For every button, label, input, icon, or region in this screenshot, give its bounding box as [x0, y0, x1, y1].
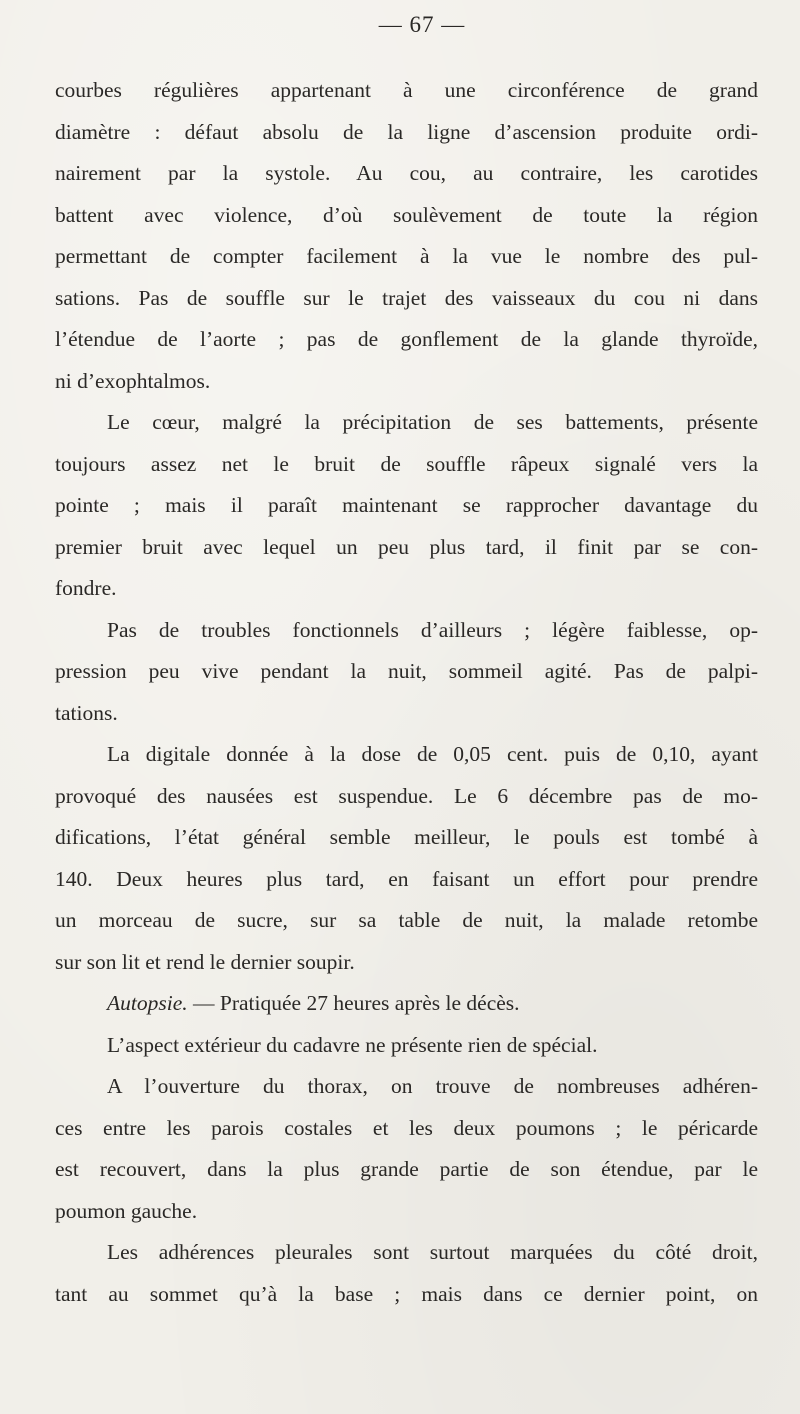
text-line: tant au sommet qu’à la base ; mais dans ce dernier point, on — [55, 1281, 758, 1306]
text-line: tations. — [55, 700, 118, 725]
text-line: sations. Pas de souffle sur le trajet des vaisseaux du cou ni dans — [55, 285, 758, 310]
text-line: ces entre les parois costales et les deux poumons ; le péricarde — [55, 1115, 758, 1140]
text-line: diamètre : défaut absolu de la ligne d’ascension produite ordi- — [55, 119, 758, 144]
text-line: premier bruit avec lequel un peu plus tard, il finit par se con- — [55, 534, 758, 559]
text-line: l’étendue de l’aorte ; pas de gonflement de la glande thyroïde, — [55, 327, 758, 351]
text-line: L’aspect extérieur du cadavre ne présente rien de spécial. — [107, 1032, 598, 1057]
text-line: est recouvert, dans la plus grande partie de son étendue, par le — [55, 1157, 758, 1181]
text-line: 140. Deux heures plus tard, en faisant un effort pour prendre — [55, 866, 758, 891]
text-line: pointe ; mais il paraît maintenant se rapprocher davantage du — [55, 493, 758, 517]
text-line: un morceau de sucre, sur sa table de nuit, la malade retombe — [55, 908, 758, 932]
text-line: fondre. — [55, 576, 117, 600]
body-text — [55, 70, 758, 1315]
text-line: provoqué des nausées est suspendue. Le 6 décembre pas de mo- — [55, 783, 758, 808]
text-line: A l’ouverture du thorax, on trouve de nombreuses adhéren- — [107, 1074, 758, 1098]
text-line: ni d’exophtalmos. — [55, 368, 211, 393]
autopsy-line — [55, 983, 758, 1025]
text-line: Les adhérences pleurales sont surtout marquées du côté droit, — [107, 1240, 758, 1264]
text-line: permettant de compter facilement à la vue le nombre des pul- — [55, 244, 758, 268]
text-line: battent avec violence, d’où soulèvement de toute la région — [55, 202, 758, 227]
page-number: — 67 — — [378, 12, 466, 37]
text-line: La digitale donnée à la dose de 0,05 cent. puis de 0,10, ayant — [107, 742, 758, 766]
text-line: toujours assez net le bruit de souffle râpeux signalé vers la — [55, 451, 758, 476]
autopsy-heading: Autopsie. — [107, 991, 188, 1015]
text-line: nairement par la systole. Au cou, au contraire, les carotides — [55, 161, 758, 185]
text-line: courbes régulières appartenant à une circonférence de grand — [55, 78, 758, 102]
text-line: Pas de troubles fonctionnels d’ailleurs ; légère faiblesse, op- — [107, 617, 758, 642]
text-line: pression peu vive pendant la nuit, sommeil agité. Pas de palpi- — [55, 659, 758, 683]
text-line: sur son lit et rend le dernier soupir. — [55, 949, 355, 974]
text-line: poumon gauche. — [55, 1198, 198, 1223]
text-line: difications, l’état général semble meilleur, le pouls est tombé à — [55, 825, 758, 849]
text-line: Le cœur, malgré la précipitation de ses battements, présente — [107, 410, 758, 434]
autopsy-text: — Pratiquée 27 heures après le décès. — [193, 991, 520, 1015]
